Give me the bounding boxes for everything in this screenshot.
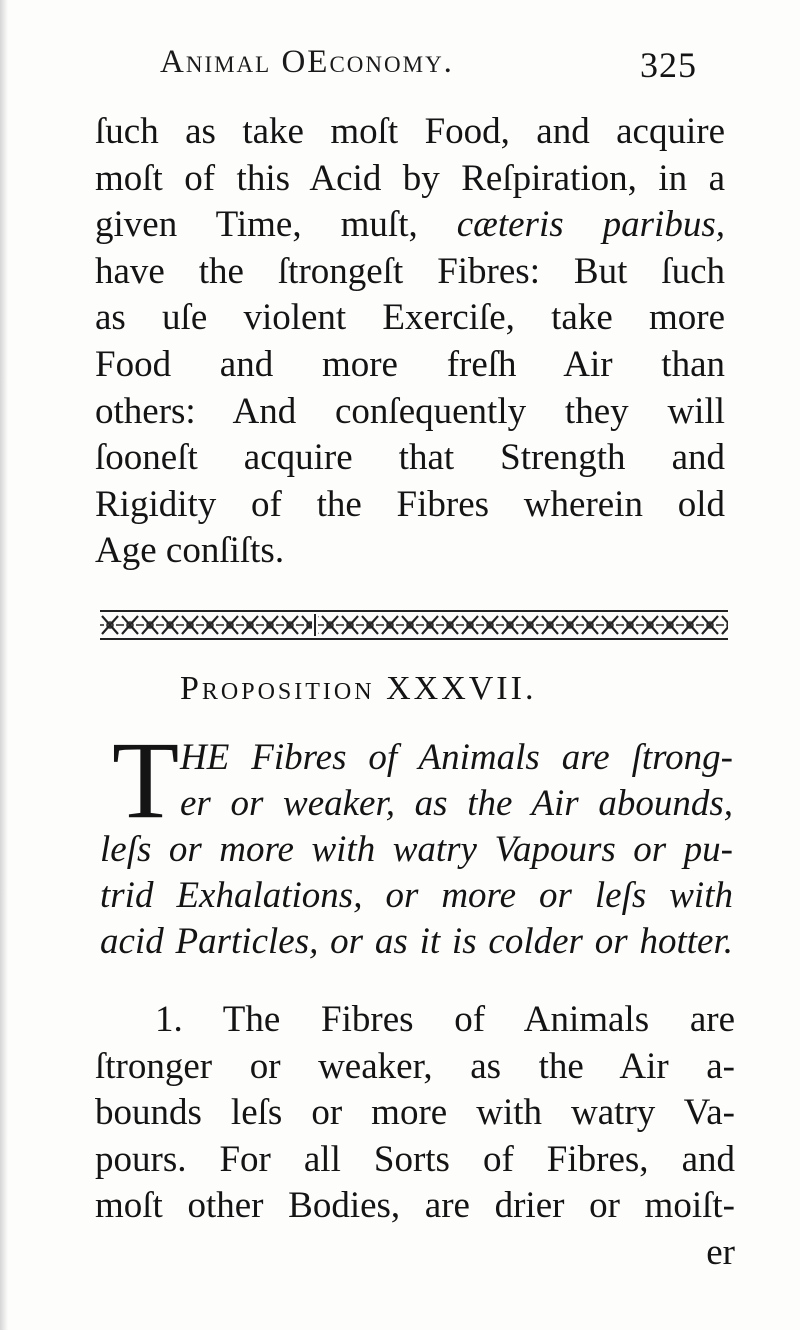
decorative-ornament-rule [100,608,728,642]
text-line: bounds leſs or more with watry Va- [95,1092,735,1134]
page-gutter-shadow [0,0,8,1330]
text-line: moſt other Bodies, are drier or moiſt- [95,1185,735,1227]
text-line: leſs or more with watry Vapours or pu- [100,829,733,870]
paragraph-2 [95,997,735,1277]
text-line: ſuch as take moſt Food, and acquire [95,111,725,152]
text-line: as uſe violent Exerciſe, take more [95,297,725,339]
text-line: given Time, muſt, cæteris paribus, [95,204,725,246]
text-line: Rigidity of the Fibres wherein old [95,483,725,525]
text-line: HE Fibres of Animals are ſtrong- [180,737,733,778]
text-line: ſooneſt acquire that Strength and [95,437,725,479]
running-head [160,44,454,81]
italic-phrase: cæteris paribus, [456,204,725,246]
text-line: pours. For all Sorts of Fibres, and [95,1138,735,1180]
text-line: 1. The Fibres of Animals are [155,999,735,1040]
text-line: er or weaker, as the Air abounds, [180,783,733,824]
page-number: 325 [640,45,697,85]
proposition-heading-text: Proposition XXXVII. [180,670,537,707]
text-line: moſt of this Acid by Reſpiration, in a [95,157,725,199]
text-line: acid Particles, or as it is colder or hotter. [100,921,733,962]
running-head-title: Animal OEconomy. [160,44,454,80]
proposition-statement [100,735,733,965]
proposition-heading [180,670,536,708]
text-line: others: And conſequently they will [95,390,725,432]
text-line: Food and more freſh Air than [95,343,725,385]
drop-cap: T [112,719,180,841]
text-line: Age conſiſts. [95,530,285,572]
catchword: er [706,1231,735,1273]
text-line: ſtronger or weaker, as the Air a- [95,1045,735,1087]
paragraph-1 [95,109,725,575]
text-line: have the ſtrongeſt Fibres: But ſuch [95,250,725,292]
text-line: trid Exhalations, or more or leſs with [100,875,733,916]
